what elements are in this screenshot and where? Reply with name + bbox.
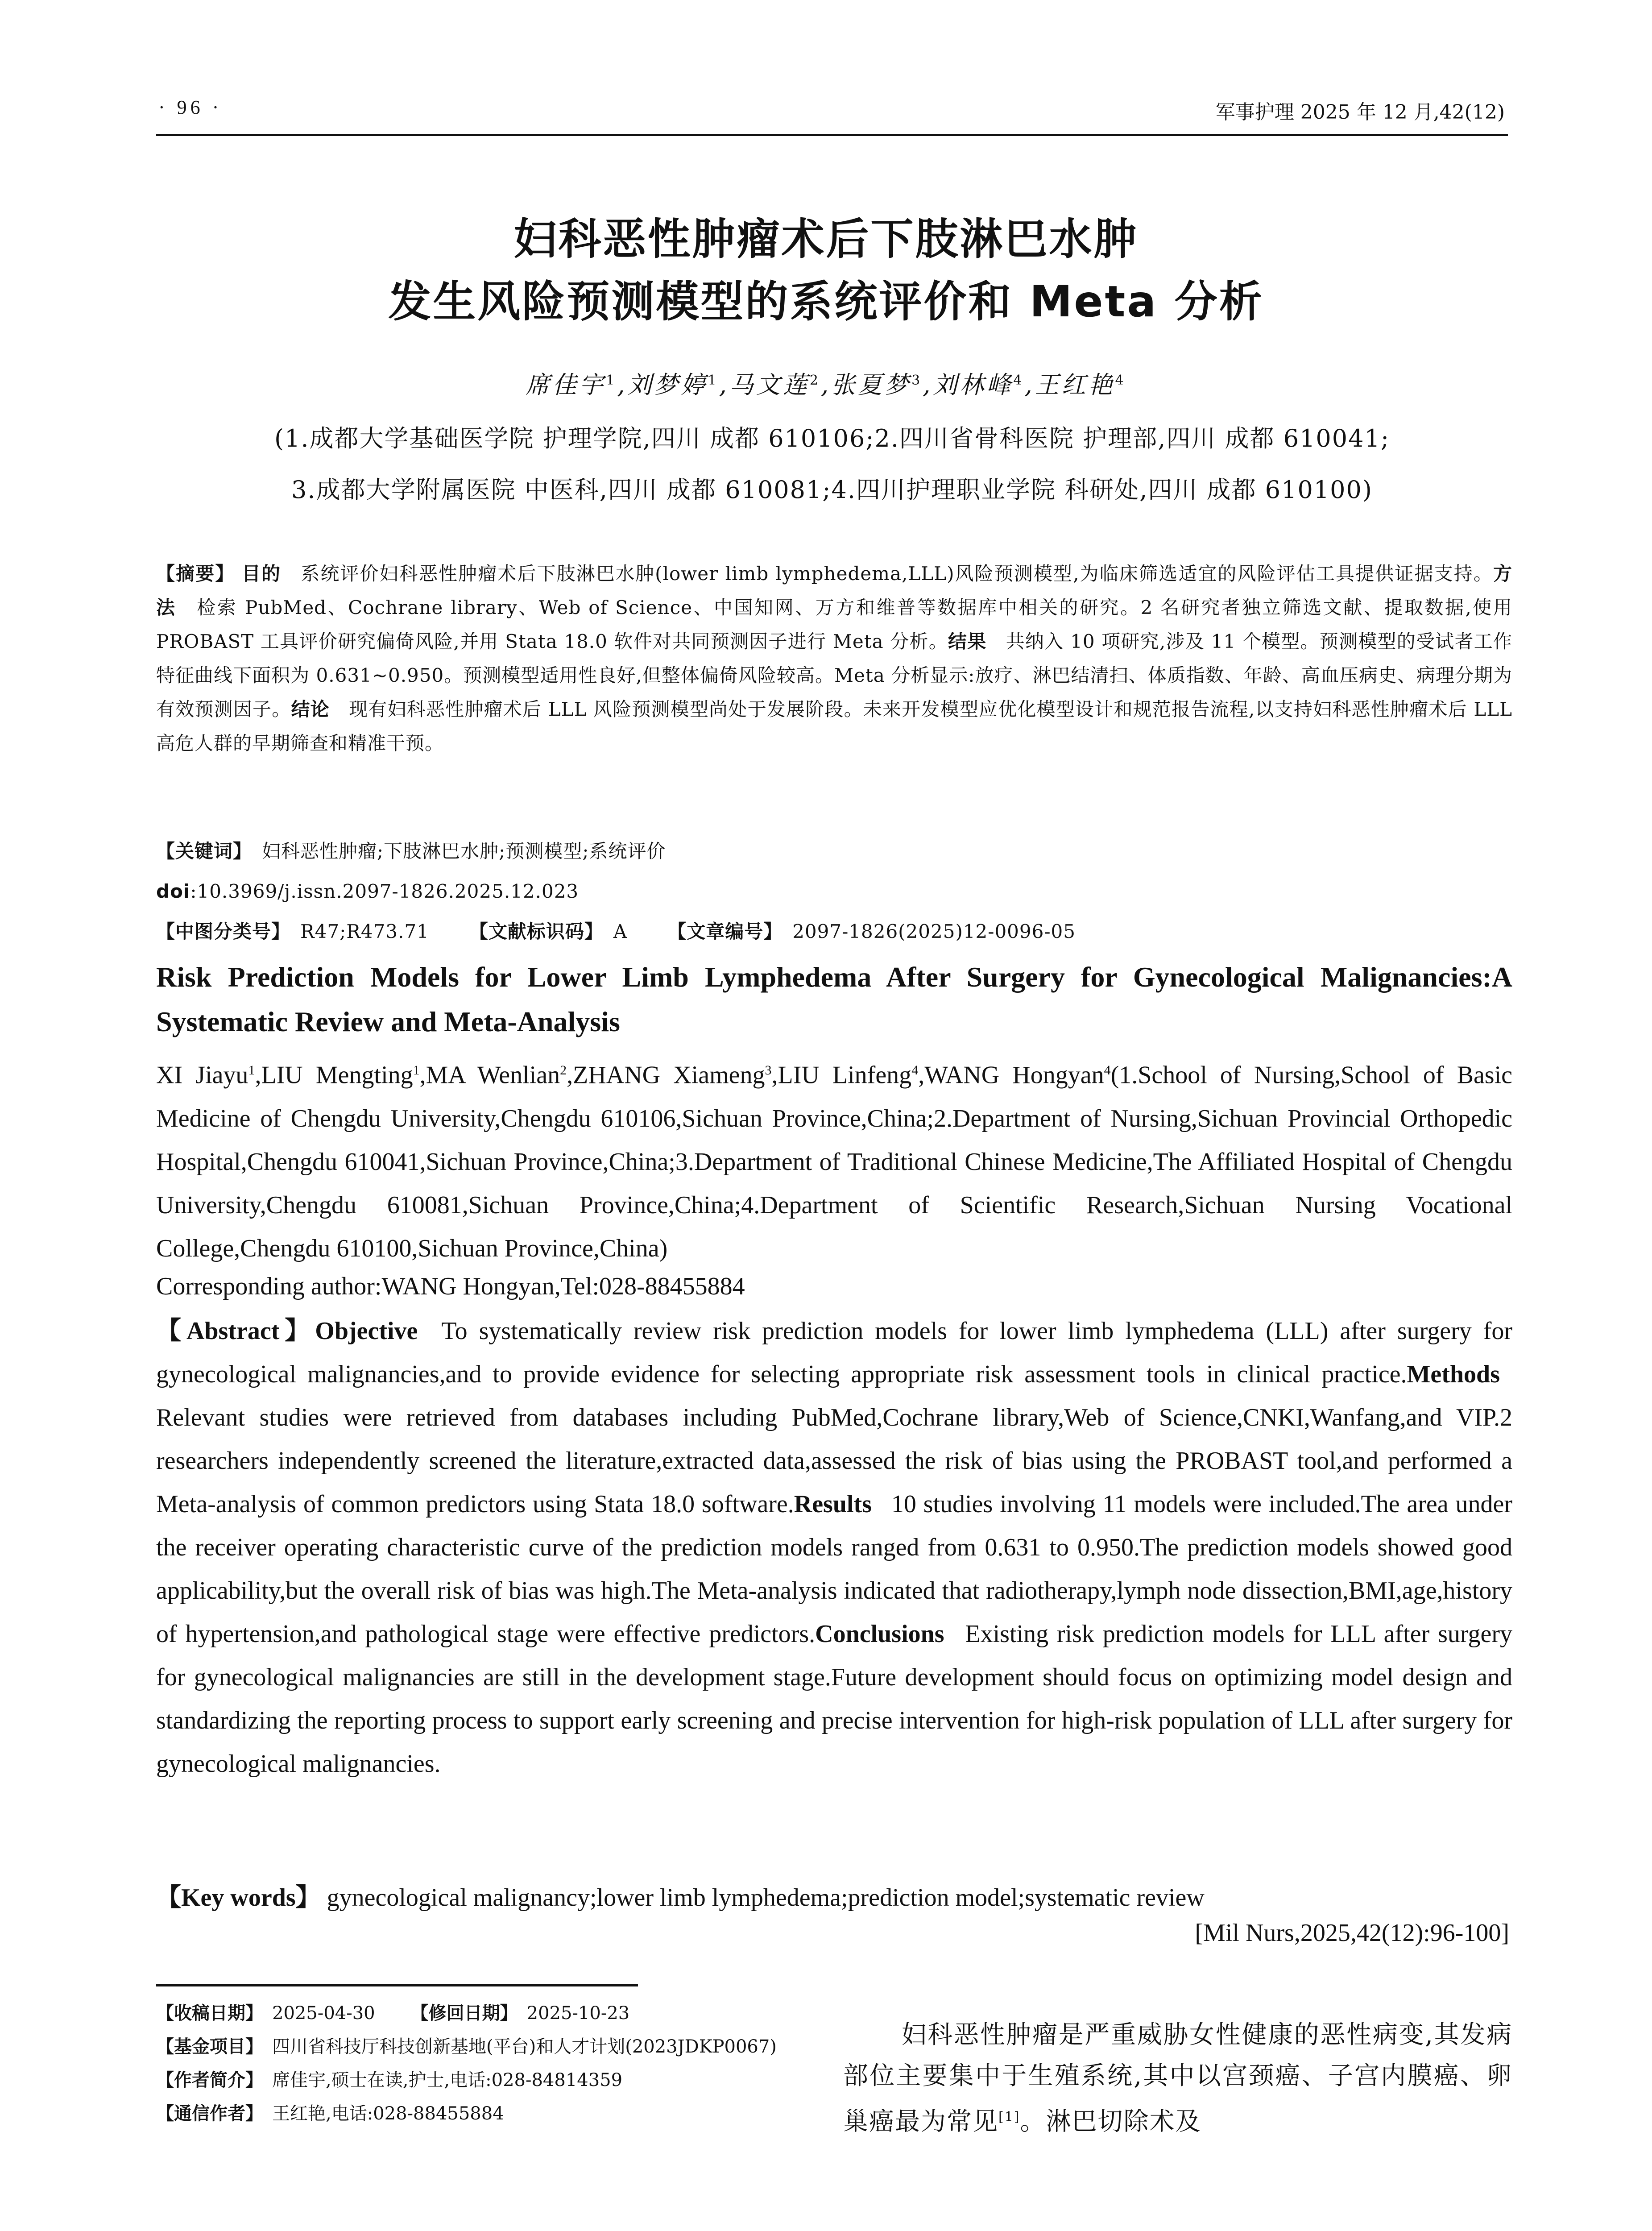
abstract-en-label: 【Abstract】: [156, 1317, 315, 1345]
conclusion-cn-text: 现有妇科恶性肿瘤术后 LLL 风险预测模型尚处于发展阶段。未来开发模型应优化模型设计和规范报告流程,以支持妇科恶性肿瘤术后 LLL 高危人群的早期筛查和精准干预。: [156, 698, 1512, 754]
authors-cn: 席佳宇$^1$,刘梦婷$^1$,马文莲$^2$,张夏梦$^3$,刘林峰$^4$,王红艳$^4$: [526, 371, 1126, 399]
keywords-en-label: 【Key words】: [156, 1884, 321, 1912]
doi-label: doi: [156, 880, 190, 902]
methods-cn-label: 方法: [156, 563, 1512, 618]
objective-en-text: To systematically review risk prediction models for lower limb lymphedema (LLL) after surgery for gynecological malignancies,and to provide evidence for selecting appropriate risk assessment tools in clinical practice.: [156, 1317, 1513, 1388]
objective-cn-label: 目的: [241, 563, 282, 585]
author-en: LIU Linfeng: [778, 1061, 912, 1089]
article-no-value: 2097-1826(2025)12-0096-05: [792, 921, 1076, 942]
author-aff-marker: 1: [606, 373, 617, 388]
keywords-cn: [156, 834, 1512, 868]
fund-label: 【基金项目】: [156, 2036, 263, 2057]
author-aff-marker: 2: [560, 1063, 567, 1078]
footnote-corresponding: [156, 2097, 843, 2131]
results-en-label: Results: [794, 1490, 872, 1518]
page-number: · 96 ·: [158, 96, 223, 118]
keywords-cn-value: 妇科恶性肿瘤;下肢淋巴水肿;预测模型;系统评价: [262, 840, 666, 862]
author-en: XI Jiayu: [156, 1061, 248, 1089]
keywords-en: [156, 1876, 1512, 1920]
author-cn: 马文莲: [729, 371, 810, 399]
methods-cn-text: 检索 PubMed、Cochrane library、Web of Science、中国知网、万方和维普等数据库中相关的研究。2 名研究者独立筛选文献、提取数据,使用 PROBAST 工具评价研究偏倚风险,并用 Stata 18.0 软件对共同预测因子进行 Meta 分析。: [156, 597, 1512, 652]
citation: [Mil Nurs,2025,42(12):96-100]: [1195, 1919, 1509, 1947]
keywords-en-value: gynecological malignancy;lower limb lymphedema;prediction model;systematic review: [327, 1884, 1205, 1912]
title-en: Risk Prediction Models for Lower Limb Lymphedema After Surgery for Gynecological Malignancies:A Systematic Review and Meta-Analysis: [156, 961, 1512, 1037]
methods-en-label: Methods: [1407, 1360, 1500, 1388]
objective-en-label: Objective: [315, 1317, 418, 1345]
footnotes: [156, 1997, 843, 2131]
clc-label: 【中图分类号】: [156, 921, 291, 942]
author-aff-marker: 1: [708, 373, 719, 388]
author-cn: 席佳宇: [526, 371, 606, 399]
author-aff-marker: 3: [911, 373, 923, 388]
author-cn: 王红艳: [1035, 371, 1115, 399]
clc-value: R47;R473.71: [300, 921, 429, 942]
keywords-cn-label: 【关键词】: [156, 840, 253, 862]
conclusions-en-text: Existing risk prediction models for LLL after surgery for gynecological malignancies are still in the development stage.Future development should focus on optimizing model design and standardizing the reporting process to support early screening and precise intervention for high-risk population of LLL after surgery for gynecological malignancies.: [156, 1620, 1512, 1778]
authors-affiliations-en: XI Jiayu$^1$,LIU Mengting$^1$,MA Wenlian$^2$,ZHANG Xiameng$^3$,LIU Linfeng$^4$,WANG Hongyan$^4$(1.School of Nursing,School of Basic Medicine of Chengdu University,Chengdu 610106,Sichuan Province,China;2.Department of Nursing,Sichuan Provincial Orthopedic Hospital,Chengdu 610041,Sichuan Province,China;3.Department of Traditional Chinese Medicine,The Affiliated Hospital of Chengdu University,Chengdu 610081,Sichuan Province,China;4.Department of Scientific Research,Sichuan Nursing Vocational College,Chengdu 610100,Sichuan Province,China): [156, 1061, 1513, 1262]
affiliations-en: (1.School of Nursing,School of Basic Medicine of Chengdu University,Chengdu 610106,Sichuan Province,China;2.Department of Nursing,Sichuan Provincial Orthopedic Hospital,Chengdu 610041,Sichuan Province,China;3.Department of Traditional Chinese Medicine,The Affiliated Hospital of Chengdu University,Chengdu 610081,Sichuan Province,China;4.Department of Scientific Research,Sichuan Nursing Vocational College,Chengdu 610100,Sichuan Province,China): [156, 1061, 1513, 1262]
classification-line: [156, 915, 1512, 949]
body-text-1: 妇科恶性肿瘤是严重威胁女性健康的恶性病变,其发病部位主要集中于生殖系统,其中以宫颈癌、子宫内膜癌、卵巢癌最为常见: [843, 2020, 1512, 2136]
results-cn-text: 共纳入 10 项研究,涉及 11 个模型。预测模型的受试者工作特征曲线下面积为 0.631~0.950。预测模型适用性良好,但整体偏倚风险较高。Meta 分析显示:放疗、淋巴结清扫、体质指数、年龄、高血压病史、病理分期为有效预测因子。: [156, 630, 1512, 720]
doi-link[interactable]: :10.3969/j.issn.2097-1826.2025.12.023: [190, 880, 579, 902]
corresponding-author-en: Corresponding author:WANG Hongyan,Tel:028-88455884: [156, 1273, 745, 1300]
author-aff-marker: 3: [765, 1063, 772, 1078]
abstract-cn: [156, 557, 1512, 760]
abstract-cn-label: 【摘要】: [156, 563, 235, 585]
revised-value: 2025-10-23: [526, 2003, 630, 2024]
affiliations-cn-line2: 3.成都大学附属医院 中医科,四川 成都 610081;4.四川护理职业学院 科研处,四川 成都 610100): [291, 476, 1373, 504]
footnote-fund: [156, 2030, 843, 2064]
author-aff-marker: 2: [809, 373, 821, 388]
methods-en-text: Relevant studies were retrieved from databases including PubMed,Cochrane library,Web of Science,CNKI,Wanfang,and VIP.2 researchers independently screened the literature,extracted data,assessed the risk of bias using the PROBAST tool,and performed a Meta-analysis of common predictors using Stata 18.0 software.: [156, 1404, 1512, 1518]
fund-value: 四川省科技厅科技创新基地(平台)和人才计划(2023JDKP0067): [272, 2036, 777, 2057]
revised-label: 【修回日期】: [410, 2003, 518, 2024]
results-cn-label: 结果: [948, 630, 987, 652]
corresponding-label: 【通信作者】: [156, 2103, 263, 2124]
footnote-author-bio: [156, 2064, 843, 2097]
author-cn: 刘梦婷: [627, 371, 708, 399]
author-aff-marker: 1: [413, 1063, 420, 1078]
author-bio-value: 席佳宇,硕士在读,护士,电话:028-84814359: [272, 2070, 623, 2090]
author-en: LIU Mengting: [261, 1061, 413, 1089]
author-en: MA Wenlian: [426, 1061, 560, 1089]
title-cn-line2: 发生风险预测模型的系统评价和 Meta 分析: [388, 277, 1264, 327]
conclusions-en-label: Conclusions: [815, 1620, 944, 1648]
title-cn-line1: 妇科恶性肿瘤术后下肢淋巴水肿: [513, 214, 1139, 264]
article-no-label: 【文章编号】: [667, 921, 783, 942]
author-aff-marker: 4: [1115, 373, 1126, 388]
author-bio-label: 【作者简介】: [156, 2070, 263, 2090]
received-value: 2025-04-30: [272, 2003, 375, 2024]
footnote-divider: [156, 1984, 638, 1986]
reference-link[interactable]: [1]: [998, 2109, 1020, 2125]
received-label: 【收稿日期】: [156, 2003, 263, 2024]
affiliations-cn-line1: (1.成都大学基础医学院 护理学院,四川 成都 610106;2.四川省骨科医院 护理部,四川 成都 610041;: [274, 424, 1390, 452]
author-cn: 刘林峰: [933, 371, 1014, 399]
author-aff-marker: 1: [248, 1063, 255, 1078]
results-en-text: 10 studies involving 11 models were included.The area under the receiver operating characteristic curve of the prediction models ranged from 0.631 to 0.950.The prediction models showed good applicability,but the overall risk of bias was high.The Meta-analysis indicated that radiotherapy,lymph node dissection,BMI,age,history of hypertension,and pathological stage were effective predictors.: [156, 1490, 1512, 1648]
doc-code-label: 【文献标识码】: [469, 921, 604, 942]
author-aff-marker: 4: [1104, 1063, 1111, 1078]
author-en: ZHANG Xiameng: [573, 1061, 765, 1089]
footnote-dates: [156, 1997, 843, 2030]
objective-cn-text: 系统评价妇科恶性肿瘤术后下肢淋巴水肿(lower limb lymphedema,LLL)风险预测模型,为临床筛选适宜的风险评估工具提供证据支持。: [300, 563, 1493, 585]
body-paragraph: [843, 2015, 1512, 2143]
author-cn: 张夏梦: [831, 371, 912, 399]
conclusion-cn-label: 结论: [291, 698, 330, 720]
author-aff-marker: 4: [911, 1063, 919, 1078]
body-text-2: 。淋巴切除术及: [1020, 2107, 1201, 2136]
header-divider: [156, 134, 1508, 136]
doi: [156, 875, 1512, 908]
journal-info: 军事护理 2025 年 12 月,42(12): [1215, 101, 1505, 124]
abstract-en: [156, 1310, 1512, 1786]
corresponding-value: 王红艳,电话:028-88455884: [272, 2103, 504, 2124]
author-aff-marker: 4: [1013, 373, 1025, 388]
doc-code-value: A: [613, 921, 628, 942]
author-en: WANG Hongyan: [924, 1061, 1104, 1089]
